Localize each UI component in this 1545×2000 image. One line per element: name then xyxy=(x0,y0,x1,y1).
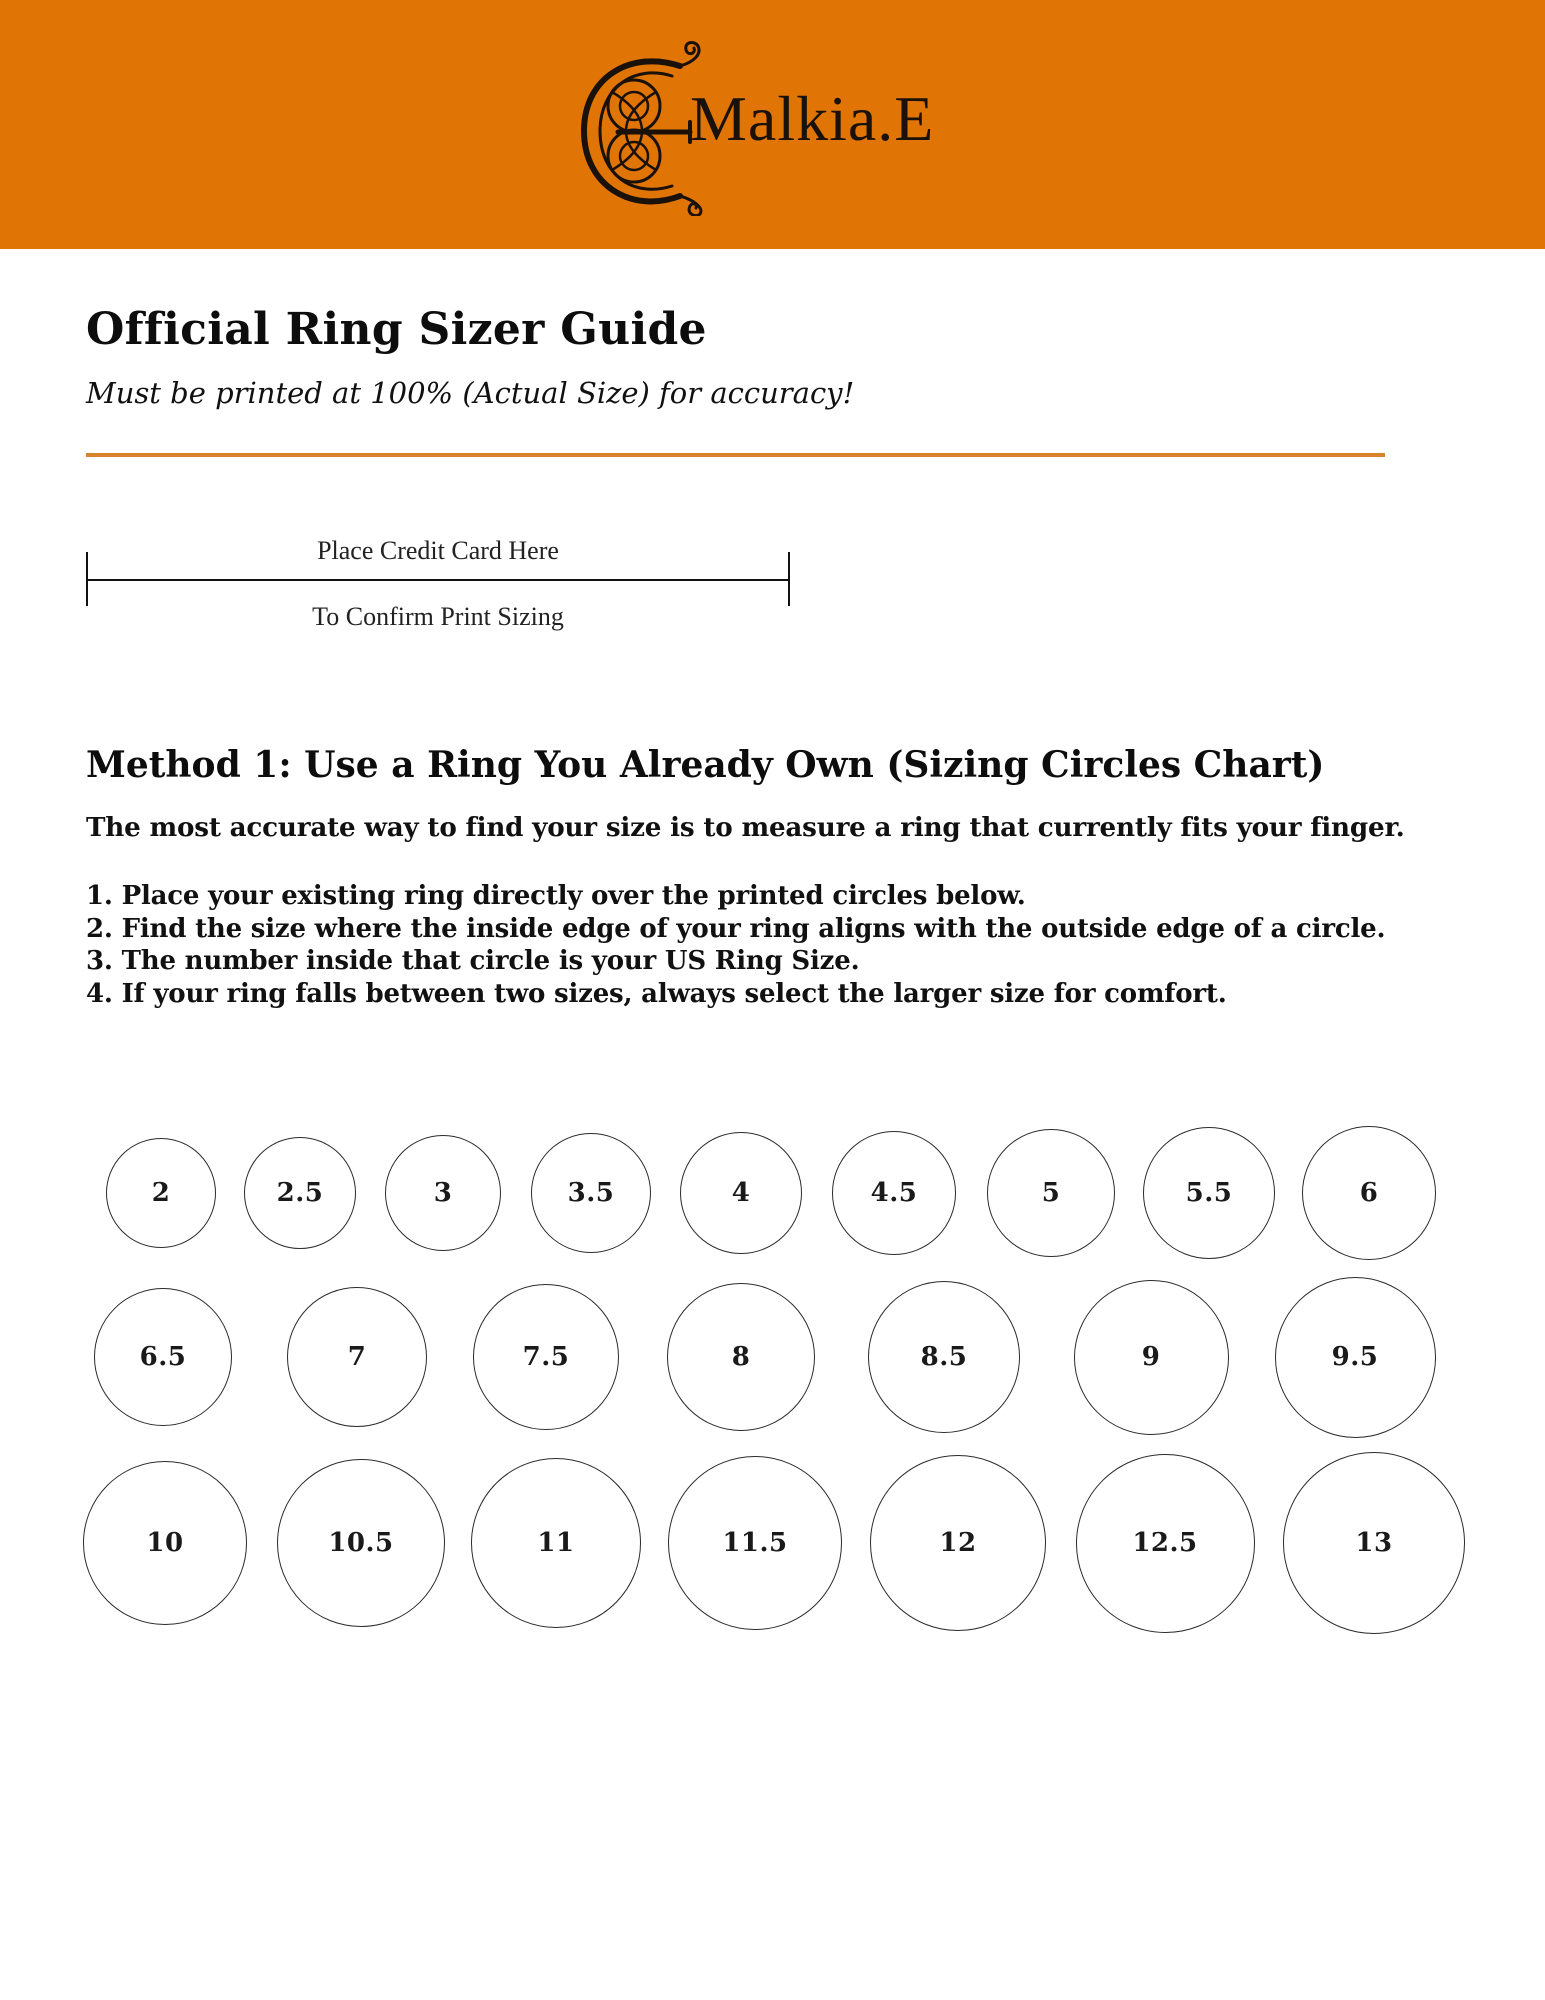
ring-size-label: 5.5 xyxy=(1185,1178,1233,1208)
ring-size-circle xyxy=(667,1283,815,1431)
ring-size-circle xyxy=(870,1455,1046,1631)
page-title: Official Ring Sizer Guide xyxy=(86,304,707,355)
ring-size-label: 13 xyxy=(1355,1528,1393,1558)
ring-size-circle xyxy=(680,1132,802,1254)
ring-size-circle xyxy=(1076,1454,1255,1633)
ring-size-label: 5 xyxy=(1041,1178,1061,1208)
credit-card-label-top: Place Credit Card Here xyxy=(317,536,559,565)
ring-size-circle xyxy=(1283,1452,1465,1634)
ring-size-label: 7.5 xyxy=(522,1342,570,1372)
ring-size-label: 11 xyxy=(537,1528,575,1558)
ring-size-label: 4.5 xyxy=(870,1178,918,1208)
print-warning-subtitle: Must be printed at 100% (Actual Size) for accuracy! xyxy=(86,376,855,410)
step-item: 2. Find the size where the inside edge of your ring aligns with the outside edge of a circle. xyxy=(86,913,1386,944)
method-1-heading: Method 1: Use a Ring You Already Own (Sizing Circles Chart) xyxy=(86,744,1325,786)
ring-size-label: 11.5 xyxy=(722,1528,788,1558)
ring-size-circle xyxy=(1143,1127,1275,1259)
ring-size-label: 8.5 xyxy=(920,1342,968,1372)
section-divider xyxy=(86,453,1385,457)
ring-size-label: 12.5 xyxy=(1132,1528,1198,1558)
measure-rule xyxy=(86,579,790,581)
step-item: 3. The number inside that circle is your US Ring Size. xyxy=(86,946,860,976)
ring-size-label: 12 xyxy=(939,1528,977,1558)
ring-size-circle xyxy=(287,1287,427,1427)
ring-size-circle xyxy=(832,1131,956,1255)
method-1-steps xyxy=(86,880,1385,1010)
ring-size-label: 8 xyxy=(731,1342,751,1372)
ring-size-circle xyxy=(244,1137,356,1249)
ring-size-label: 7 xyxy=(347,1342,367,1372)
ring-size-label: 9 xyxy=(1141,1342,1161,1372)
ring-size-circle xyxy=(987,1129,1115,1257)
ring-size-circle xyxy=(106,1138,216,1248)
credit-card-measure-line xyxy=(86,552,790,606)
ring-size-circle xyxy=(531,1133,651,1253)
ring-size-label: 4 xyxy=(731,1178,751,1208)
measure-tick-right xyxy=(788,552,790,606)
ring-size-label: 6 xyxy=(1359,1178,1379,1208)
step-item: 4. If your ring falls between two sizes, always select the larger size for comfort. xyxy=(86,978,1227,1009)
ring-size-label: 2 xyxy=(151,1178,171,1208)
step-item: 1. Place your existing ring directly over the printed circles below. xyxy=(86,881,1026,911)
ring-size-circle xyxy=(277,1459,445,1627)
ring-size-label: 2.5 xyxy=(276,1178,324,1208)
ring-size-circle xyxy=(473,1284,619,1430)
ring-size-circle xyxy=(94,1288,232,1426)
credit-card-label-bottom: To Confirm Print Sizing xyxy=(312,602,564,631)
method-1-intro: The most accurate way to find your size is to measure a ring that currently fits your finger. xyxy=(86,812,1405,843)
ring-size-circle xyxy=(668,1456,842,1630)
ring-size-circle xyxy=(385,1135,501,1251)
ring-size-circle xyxy=(1275,1277,1436,1438)
ring-size-label: 3.5 xyxy=(567,1178,615,1208)
ring-size-label: 10.5 xyxy=(328,1528,394,1558)
ring-size-circle xyxy=(83,1461,247,1625)
ring-size-circle xyxy=(868,1281,1020,1433)
ring-size-label: 10 xyxy=(146,1528,184,1558)
ring-size-label: 9.5 xyxy=(1331,1342,1379,1372)
ring-size-circle xyxy=(471,1458,641,1628)
ring-size-label: 3 xyxy=(433,1178,453,1208)
ring-size-circle xyxy=(1074,1280,1229,1435)
brand-wordmark: Malkia.E xyxy=(690,83,935,154)
ring-size-label: 6.5 xyxy=(139,1342,187,1372)
ring-size-circle xyxy=(1302,1126,1436,1260)
